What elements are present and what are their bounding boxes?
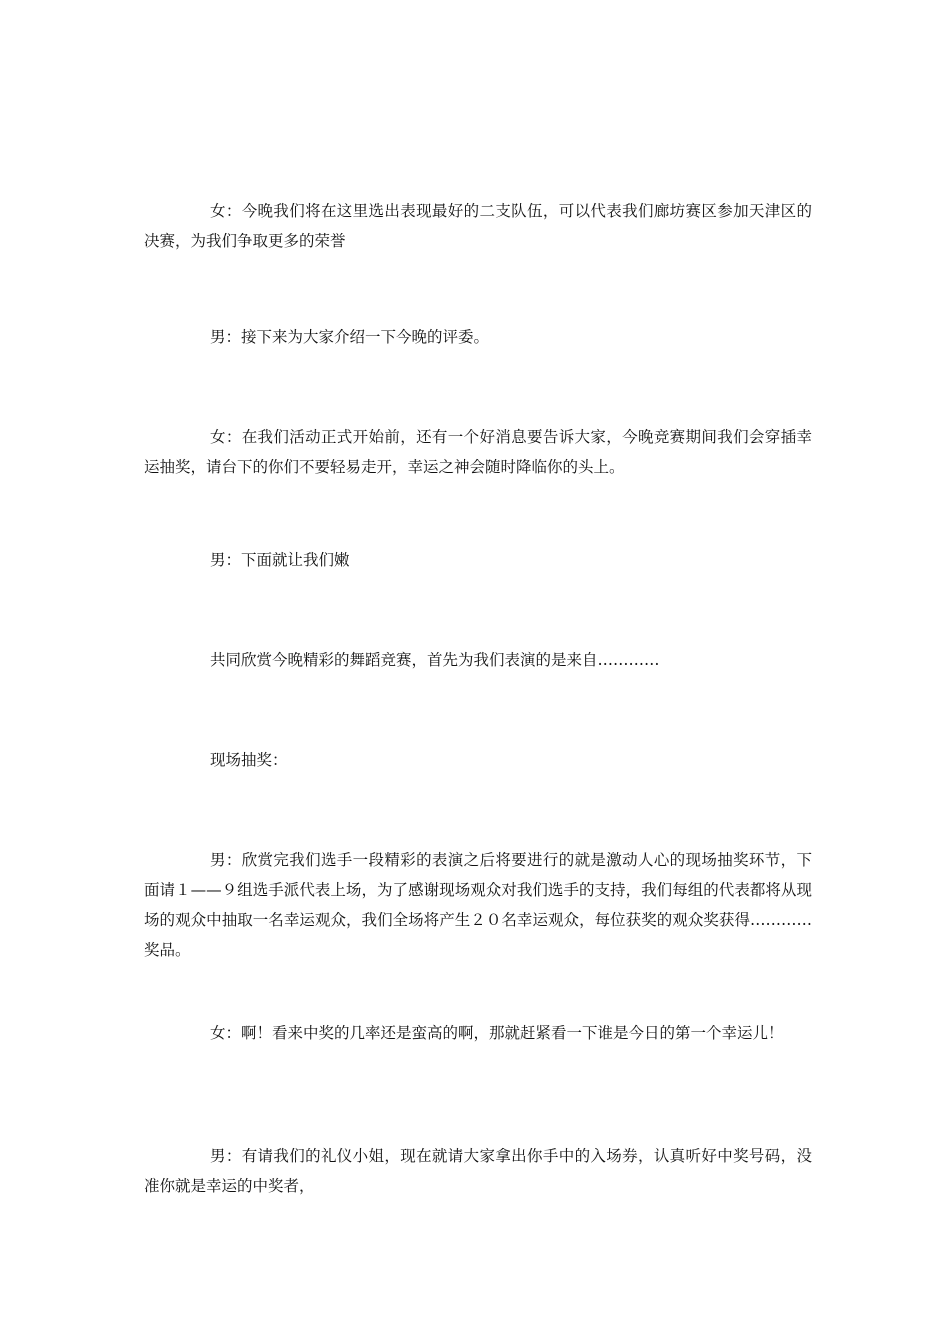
paragraph-female-host-odds: 女：啊！看来中奖的几率还是蛮高的啊，那就赶紧看一下谁是今日的第一个幸运儿！ — [210, 1024, 784, 1042]
paragraph-female-host-intro: 女：今晚我们将在这里选出表现最好的二支队伍，可以代表我们廊坊赛区参加天津区的决赛，为我们争取更多的荣誉 — [144, 202, 812, 250]
paragraph-male-host-judges: 男：接下来为大家介绍一下今晚的评委。 — [210, 328, 490, 346]
paragraph-male-host-lottery: 男：欣赏完我们选手一段精彩的表演之后将要进行的就是激动人心的现场抽奖环节，下面请１——９组选手派代表上场，为了感谢现场观众对我们选手的支持，我们每组的代表都将从现场的观众中抽取一名幸运观众，我们全场将产生２０名幸运观众，每位获奖的观众奖获得…………奖品。 — [144, 851, 812, 959]
paragraph-female-host-lottery-notice: 女：在我们活动正式开始前，还有一个好消息要告诉大家，今晚竞赛期间我们会穿插幸运抽奖，请台下的你们不要轻易走开，幸运之神会随时降临你的头上。 — [144, 428, 812, 476]
paragraph-lottery-heading: 现场抽奖： — [210, 751, 288, 769]
paragraph-dance-competition: 共同欣赏今晚精彩的舞蹈竞赛，首先为我们表演的是来自………… — [210, 651, 660, 669]
paragraph-male-host-tickets: 男：有请我们的礼仪小姐，现在就请大家拿出你手中的入场券，认真听好中奖号码，没准你就是幸运的中奖者， — [144, 1147, 812, 1195]
paragraph-male-host-next: 男：下面就让我们嫩 — [210, 551, 350, 569]
